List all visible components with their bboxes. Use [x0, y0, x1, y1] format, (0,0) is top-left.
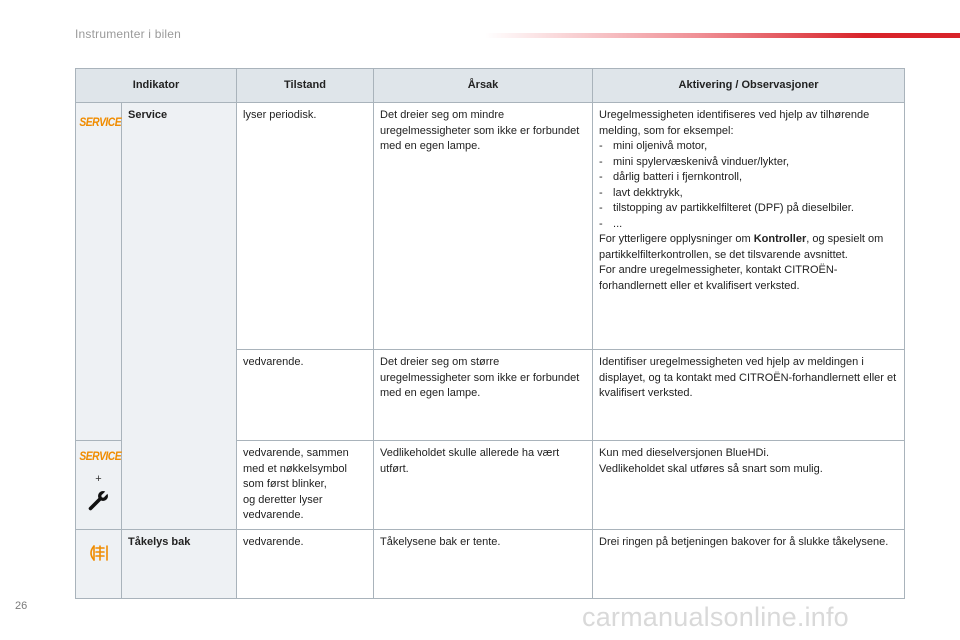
column-header-observasjoner: Aktivering / Observasjoner: [593, 69, 905, 103]
service-wrench-icon-cell: [76, 441, 122, 530]
arsak-cell: Tåkelysene bak er tente.: [374, 529, 593, 598]
observasjoner-cell: [593, 103, 905, 350]
plus-sign: +: [95, 472, 102, 485]
list-item: - dårlig batteri i fjernkontroll,: [599, 171, 743, 183]
service-warning-icon: SERVICE: [79, 449, 122, 463]
observation-dealer: For andre uregelmessigheter, kontakt CITROËN-forhandlernett eller et kvalifisert verksted.: [599, 264, 838, 292]
table-header-row: [76, 69, 905, 103]
watermark: carmanualsonline.info: [582, 602, 849, 632]
tilstand-cell: lyser periodisk.: [237, 103, 374, 350]
list-item: - ...: [599, 217, 623, 230]
tilstand-cell: vedvarende.: [237, 350, 374, 441]
arsak-cell: Det dreier seg om mindre uregelmessigheter som ikke er forbundet med en egen lampe.: [374, 103, 593, 350]
list-item: - tilstopping av partikkelfilteret (DPF) på dieselbiler.: [599, 202, 854, 214]
list-item: - lavt dekktrykk,: [599, 186, 683, 199]
page-number: 26: [15, 600, 28, 612]
indicator-name-fog: Tåkelys bak: [122, 529, 237, 598]
observasjoner-cell: Drei ringen på betjeningen bakover for å slukke tåkelysene.: [593, 529, 905, 598]
service-warning-icon: SERVICE: [79, 115, 122, 129]
observation-intro: Uregelmessigheten identifiseres ved hjelp av tilhørende melding, som for eksempel:: [599, 109, 870, 137]
service-icon-cell: [76, 103, 122, 441]
page-section-title: Instrumenter i bilen: [75, 27, 182, 41]
observasjoner-cell: Kun med dieselversjonen BlueHDi. Vedlikeholdet skal utføres så snart som mulig.: [593, 441, 905, 530]
observation-more-info: For ytterligere opplysninger om Kontroller, og spesielt om partikkelfilterkontrollen, se det tilsvarende avsnittet.: [599, 233, 884, 261]
arsak-cell: Vedlikeholdet skulle allerede ha vært utført.: [374, 441, 593, 530]
list-item: - mini spylervæskenivå vinduer/lykter,: [599, 155, 790, 168]
column-header-indikator: Indikator: [76, 69, 237, 103]
indicator-name-service: Service: [122, 103, 237, 530]
observasjoner-cell: Identifiser uregelmessigheten ved hjelp av meldingen i displayet, og ta kontakt med CITROËN-forhandlernett eller et kvalifisert verksted.: [593, 350, 905, 441]
arsak-cell: Det dreier seg om større uregelmessigheter som ikke er forbundet med en egen lampe.: [374, 350, 593, 441]
fog-icon-cell: [76, 529, 122, 598]
list-item: - mini oljenivå motor,: [599, 140, 708, 152]
table-row: [76, 103, 905, 350]
tilstand-cell: vedvarende.: [237, 529, 374, 598]
header-accent-line: [485, 33, 960, 38]
table-row: [76, 529, 905, 598]
column-header-arsak: Årsak: [374, 69, 593, 103]
tilstand-cell: vedvarende, sammen med et nøkkelsymbol som først blinker, og deretter lyser vedvarende.: [237, 441, 374, 530]
wrench-icon: [88, 489, 110, 511]
indicator-table: [75, 68, 905, 599]
rear-fog-light-icon: [85, 542, 113, 564]
column-header-tilstand: Tilstand: [237, 69, 374, 103]
